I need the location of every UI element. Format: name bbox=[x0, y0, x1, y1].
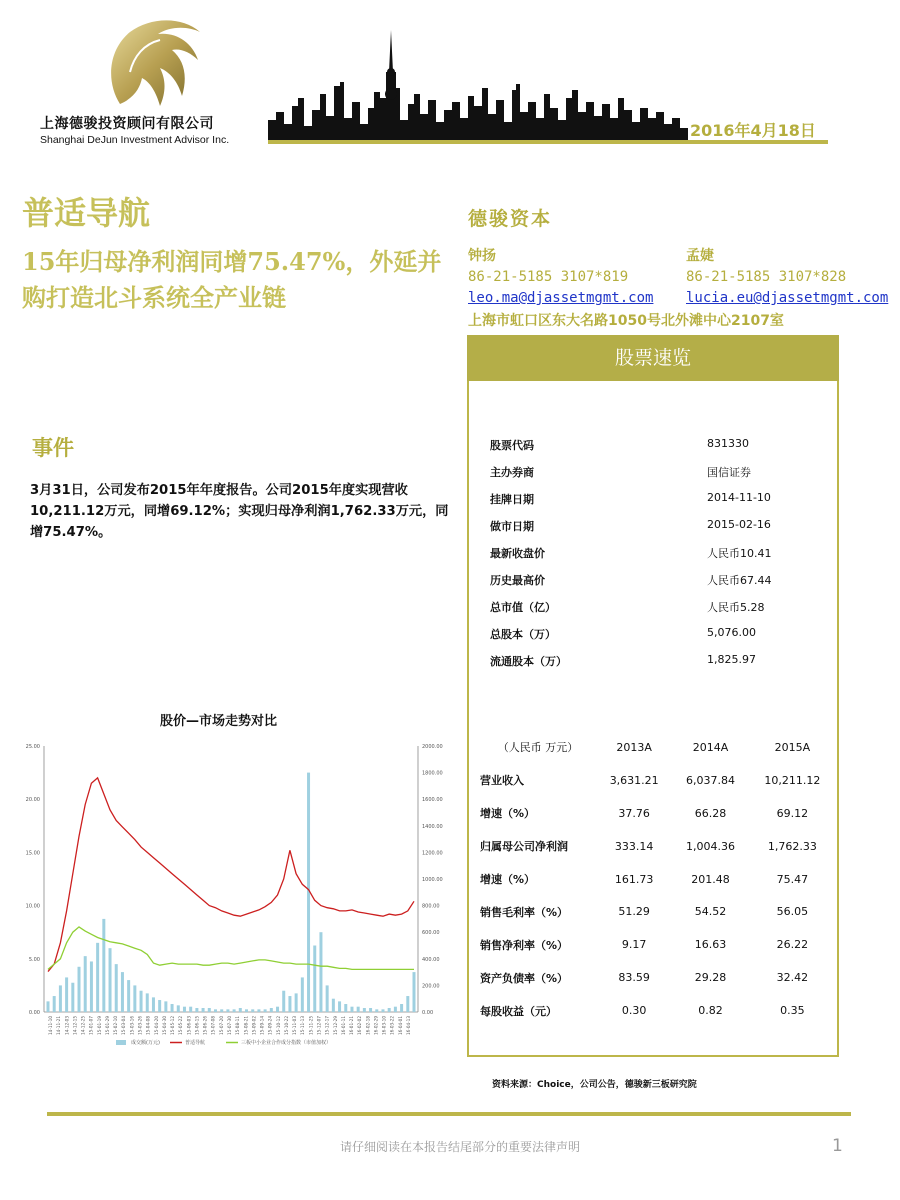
x-axis-tick-label: 15-06-15 bbox=[194, 1016, 200, 1036]
legend-label: 普适导航 bbox=[185, 1040, 206, 1046]
right-axis-tick-label: 800.00 bbox=[422, 903, 440, 910]
volume-bar bbox=[288, 996, 291, 1012]
left-axis-tick-label: 0.00 bbox=[28, 1010, 40, 1016]
x-axis-tick-label: 15-12-17 bbox=[324, 1016, 330, 1036]
x-axis-tick-label: 15-05-22 bbox=[178, 1016, 184, 1036]
x-axis-tick-label: 14-11-10 bbox=[48, 1016, 53, 1036]
x-axis-tick-label: 15-06-03 bbox=[186, 1016, 192, 1036]
table-cell: 37.76 bbox=[618, 806, 650, 820]
price-market-chart bbox=[20, 736, 450, 1058]
volume-bar bbox=[413, 972, 416, 1012]
x-axis-tick-label: 15-08-11 bbox=[235, 1016, 241, 1036]
volume-bar bbox=[276, 1007, 279, 1012]
left-axis-tick-label: 20.00 bbox=[25, 797, 40, 804]
info-label: 股票代码 bbox=[490, 439, 534, 452]
volume-bar bbox=[357, 1007, 360, 1012]
table-cell: 29.28 bbox=[694, 971, 727, 985]
volume-bar bbox=[109, 948, 112, 1012]
volume-bar bbox=[133, 985, 136, 1012]
info-value: 人民币10.41 bbox=[707, 547, 772, 560]
info-row bbox=[490, 437, 830, 464]
table-cell: 资产负债率（%） bbox=[480, 971, 569, 985]
x-axis-tick-label: 14-12-25 bbox=[80, 1016, 86, 1036]
info-row bbox=[490, 626, 830, 653]
volume-bar bbox=[406, 996, 409, 1012]
x-axis-tick-label: 16-01-11 bbox=[340, 1016, 346, 1036]
info-label: 最新收盘价 bbox=[490, 547, 545, 560]
city-skyline-image bbox=[268, 28, 688, 140]
table-cell: 增速（%） bbox=[480, 873, 536, 886]
volume-bar bbox=[257, 1009, 260, 1012]
data-source-note: 资料来源：Choice，公司公告，德骏新三板研究院 bbox=[492, 1080, 697, 1090]
right-axis-tick-label: 2000.00 bbox=[422, 744, 443, 750]
x-axis-tick-label: 15-01-29 bbox=[104, 1016, 110, 1036]
table-row bbox=[480, 928, 836, 961]
volume-bar bbox=[59, 985, 62, 1012]
table-header-cell: 2015A bbox=[774, 740, 811, 754]
right-axis-tick-label: 0.00 bbox=[422, 1010, 434, 1016]
table-header-row bbox=[480, 731, 836, 764]
table-row bbox=[480, 764, 836, 797]
volume-bar bbox=[313, 946, 316, 1013]
x-axis-tick-label: 16-04-01 bbox=[397, 1016, 403, 1036]
x-axis-tick-label: 15-09-24 bbox=[267, 1016, 273, 1036]
volume-bar bbox=[295, 993, 298, 1012]
report-date: 2016年4月18日 bbox=[690, 121, 816, 140]
volume-bar bbox=[202, 1008, 205, 1012]
volume-bar bbox=[53, 996, 56, 1012]
volume-bar bbox=[350, 1007, 353, 1012]
volume-bar bbox=[394, 1007, 397, 1012]
right-axis-tick-label: 1000.00 bbox=[422, 877, 443, 883]
x-axis-tick-label: 15-08-21 bbox=[243, 1016, 249, 1036]
table-cell: 销售毛利率（%） bbox=[480, 905, 569, 919]
table-cell: 69.12 bbox=[776, 806, 809, 820]
table-cell: 归属母公司净利润 bbox=[480, 840, 568, 854]
info-value: 国信证券 bbox=[707, 466, 751, 479]
legend-label: 成交额(万元) bbox=[131, 1040, 160, 1046]
contact-name: 钟扬 bbox=[468, 248, 496, 264]
x-axis-tick-label: 15-05-12 bbox=[170, 1016, 176, 1036]
volume-bar bbox=[84, 956, 87, 1012]
info-value: 2015-02-16 bbox=[707, 518, 771, 531]
table-header-cell: （人民币 万元） bbox=[497, 741, 579, 755]
right-axis-tick-label: 1600.00 bbox=[422, 797, 443, 804]
contact-email-link[interactable]: lucia.eu@djassetmgmt.com bbox=[686, 290, 889, 306]
table-cell: 每股收益（元） bbox=[480, 1004, 557, 1018]
table-cell: 0.82 bbox=[698, 1004, 723, 1018]
x-axis-tick-label: 15-10-12 bbox=[275, 1016, 281, 1036]
volume-bar bbox=[338, 1001, 341, 1012]
x-axis-tick-label: 15-03-04 bbox=[121, 1016, 127, 1036]
legend-swatch bbox=[116, 1040, 126, 1045]
table-cell: 增速（%） bbox=[480, 807, 536, 821]
volume-bar bbox=[183, 1007, 186, 1012]
x-axis-tick-label: 15-04-30 bbox=[161, 1016, 167, 1036]
x-axis-tick-label: 15-11-03 bbox=[292, 1016, 298, 1036]
volume-bar bbox=[214, 1009, 217, 1012]
x-axis-tick-label: 15-01-19 bbox=[96, 1016, 102, 1036]
volume-bar bbox=[282, 991, 285, 1012]
table-cell: 83.59 bbox=[618, 971, 650, 985]
x-axis-tick-label: 15-06-26 bbox=[202, 1016, 208, 1036]
volume-bar bbox=[208, 1008, 211, 1012]
x-axis-tick-label: 16-02-18 bbox=[365, 1016, 371, 1036]
table-row bbox=[480, 863, 836, 896]
volume-bar bbox=[400, 1004, 403, 1012]
info-row bbox=[490, 518, 830, 545]
info-label: 主办券商 bbox=[490, 466, 534, 479]
table-header-cell: 2014A bbox=[692, 740, 729, 754]
header-divider bbox=[268, 140, 828, 144]
volume-bar bbox=[146, 993, 149, 1012]
table-cell: 0.35 bbox=[780, 1004, 805, 1018]
report-headline: 15年归母净利润同增75.47%，外延并购打造北斗系统全产业链 bbox=[22, 247, 442, 312]
right-axis-tick-label: 400.00 bbox=[422, 956, 440, 963]
info-row bbox=[490, 653, 830, 680]
info-label: 挂牌日期 bbox=[490, 493, 534, 506]
volume-bar bbox=[319, 932, 322, 1012]
x-axis-tick-label: 15-04-20 bbox=[153, 1016, 159, 1036]
info-row bbox=[490, 464, 830, 491]
volume-bar bbox=[344, 1004, 347, 1012]
table-cell: 75.47 bbox=[776, 872, 809, 886]
volume-bar bbox=[195, 1008, 198, 1012]
volume-bar bbox=[363, 1008, 366, 1012]
right-axis-tick-label: 1200.00 bbox=[422, 850, 443, 857]
x-axis-tick-label: 15-07-08 bbox=[210, 1016, 216, 1036]
table-cell: 201.48 bbox=[691, 872, 730, 886]
volume-bar bbox=[270, 1008, 273, 1012]
table-row bbox=[480, 830, 836, 863]
event-description: 3月31日，公司发布2015年年度报告。公司2015年度实现营收10,211.12万元，同增69.12%；实现归母净利润1,762.33万元，同增75.47%。 bbox=[30, 483, 449, 540]
volume-bar bbox=[102, 919, 105, 1012]
contact-address: 上海市虹口区东大名路1050号北外滩中心2107室 bbox=[468, 313, 784, 329]
volume-bar bbox=[301, 977, 304, 1012]
x-axis-tick-label: 15-04-08 bbox=[145, 1016, 151, 1036]
contact-email-link[interactable]: leo.ma@djassetmgmt.com bbox=[468, 290, 654, 306]
contact-title: 德骏资本 bbox=[468, 208, 553, 230]
volume-bar bbox=[127, 980, 130, 1012]
volume-bar bbox=[220, 1009, 223, 1012]
stock-panel-title: 股票速览 bbox=[467, 335, 839, 381]
contact-phone: 86-21-5185 3107*828 bbox=[686, 269, 847, 285]
x-axis-tick-label: 15-07-30 bbox=[227, 1016, 232, 1036]
volume-bar bbox=[65, 977, 68, 1012]
info-label: 流通股本（万） bbox=[490, 655, 567, 668]
table-cell: 16.63 bbox=[694, 938, 727, 952]
volume-bar bbox=[189, 1007, 192, 1012]
x-axis-tick-label: 15-11-25 bbox=[308, 1016, 314, 1036]
volume-bar bbox=[233, 1009, 236, 1012]
volume-bar bbox=[264, 1009, 267, 1012]
info-row bbox=[490, 545, 830, 572]
left-axis-tick-label: 5.00 bbox=[28, 956, 40, 963]
contact-person-2 bbox=[686, 246, 888, 309]
x-axis-tick-label: 15-12-07 bbox=[316, 1016, 322, 1036]
x-axis-tick-label: 15-03-16 bbox=[129, 1016, 135, 1036]
contact-name: 孟婕 bbox=[686, 248, 714, 264]
right-axis-tick-label: 1800.00 bbox=[422, 770, 443, 777]
volume-bar bbox=[239, 1008, 242, 1012]
info-row bbox=[490, 572, 830, 599]
x-axis-tick-label: 15-01-07 bbox=[88, 1016, 94, 1036]
table-cell: 9.17 bbox=[621, 938, 647, 952]
x-axis-tick-label: 16-02-02 bbox=[357, 1016, 363, 1036]
info-value: 5,076.00 bbox=[707, 626, 756, 639]
volume-bar bbox=[47, 1001, 50, 1012]
volume-bar bbox=[90, 961, 93, 1012]
table-row bbox=[480, 961, 836, 994]
legend-label: 三板中小企业合作成分指数（市值加权） bbox=[241, 1040, 332, 1046]
info-label: 总市值（亿） bbox=[490, 601, 556, 614]
left-axis-tick-label: 10.00 bbox=[25, 903, 40, 910]
volume-bar bbox=[158, 1000, 161, 1012]
page-number: 1 bbox=[832, 1136, 843, 1156]
table-cell: 10,211.12 bbox=[764, 773, 821, 787]
x-axis-tick-label: 14-12-15 bbox=[72, 1016, 78, 1036]
info-value: 831330 bbox=[707, 437, 749, 450]
volume-bar bbox=[78, 967, 81, 1012]
table-cell: 32.42 bbox=[776, 971, 809, 985]
info-label: 总股本（万） bbox=[490, 628, 556, 641]
right-axis-tick-label: 1400.00 bbox=[422, 823, 443, 830]
x-axis-tick-label: 16-03-22 bbox=[389, 1016, 395, 1036]
volume-bar bbox=[245, 1009, 248, 1012]
info-value: 2014-11-10 bbox=[707, 491, 771, 504]
contact-person-1 bbox=[468, 246, 653, 309]
table-cell: 0.30 bbox=[621, 1004, 647, 1018]
company-logo bbox=[100, 12, 210, 112]
table-cell: 66.28 bbox=[694, 806, 727, 820]
table-row bbox=[480, 994, 836, 1027]
volume-bar bbox=[115, 964, 118, 1012]
table-cell: 1,004.36 bbox=[686, 839, 736, 853]
table-cell: 54.52 bbox=[694, 905, 727, 919]
info-label: 历史最高价 bbox=[490, 574, 545, 587]
volume-bar bbox=[326, 985, 329, 1012]
volume-bar bbox=[177, 1005, 180, 1012]
x-axis-tick-label: 15-07-20 bbox=[218, 1016, 224, 1036]
x-axis-tick-label: 15-10-22 bbox=[283, 1016, 289, 1036]
x-axis-tick-label: 15-12-29 bbox=[332, 1016, 338, 1036]
table-cell: 1,762.33 bbox=[767, 839, 817, 853]
table-cell: 56.05 bbox=[776, 905, 809, 919]
footer-divider bbox=[47, 1112, 851, 1116]
table-cell: 销售净利率（%） bbox=[480, 938, 569, 952]
volume-bar bbox=[388, 1008, 391, 1012]
table-cell: 26.22 bbox=[776, 938, 809, 952]
x-axis-tick-label: 16-03-10 bbox=[381, 1016, 387, 1036]
table-cell: 51.29 bbox=[618, 905, 650, 919]
volume-bar bbox=[369, 1008, 372, 1012]
volume-bar bbox=[251, 1009, 254, 1012]
volume-bar bbox=[121, 972, 124, 1012]
volume-bar bbox=[96, 943, 99, 1012]
table-cell: 333.14 bbox=[614, 839, 654, 853]
company-name-cn: 上海德骏投资顾问有限公司 bbox=[40, 116, 214, 132]
report-brand-title: 普适导航 bbox=[22, 194, 151, 232]
x-axis-tick-label: 14-12-03 bbox=[64, 1016, 70, 1036]
table-cell: 161.73 bbox=[614, 872, 654, 886]
info-value: 人民币5.28 bbox=[707, 601, 765, 614]
info-row bbox=[490, 491, 830, 518]
contact-phone: 86-21-5185 3107*819 bbox=[468, 269, 629, 285]
volume-bar bbox=[226, 1009, 229, 1012]
table-row bbox=[480, 797, 836, 830]
x-axis-tick-label: 15-03-26 bbox=[137, 1016, 143, 1036]
left-axis-tick-label: 25.00 bbox=[25, 744, 40, 750]
volume-bar bbox=[152, 997, 155, 1012]
info-value: 1,825.97 bbox=[707, 653, 756, 666]
volume-bar bbox=[140, 991, 143, 1012]
table-cell: 6,037.84 bbox=[686, 773, 736, 787]
footer-disclaimer: 请仔细阅读在本报告结尾部分的重要法律声明 bbox=[340, 1140, 581, 1154]
volume-bar bbox=[164, 1001, 167, 1012]
volume-bar bbox=[171, 1004, 174, 1012]
x-axis-tick-label: 15-09-14 bbox=[259, 1016, 265, 1036]
company-name-en: Shanghai DeJun Investment Advisor Inc. bbox=[40, 134, 230, 146]
chart-title: 股价—市场走势对比 bbox=[160, 714, 278, 729]
x-axis-tick-label: 16-01-21 bbox=[349, 1016, 355, 1036]
info-label: 做市日期 bbox=[490, 520, 534, 533]
x-axis-tick-label: 15-11-13 bbox=[300, 1016, 306, 1036]
table-cell: 营业收入 bbox=[480, 774, 524, 788]
info-value: 人民币67.44 bbox=[707, 574, 772, 587]
x-axis-tick-label: 15-02-10 bbox=[113, 1016, 119, 1036]
volume-bar bbox=[332, 999, 335, 1012]
right-axis-tick-label: 200.00 bbox=[422, 983, 440, 990]
volume-bar bbox=[381, 1009, 384, 1012]
right-axis-tick-label: 600.00 bbox=[422, 930, 440, 937]
x-axis-tick-label: 16-02-29 bbox=[373, 1016, 379, 1036]
left-axis-tick-label: 15.00 bbox=[25, 850, 40, 857]
table-header-cell: 2013A bbox=[616, 740, 652, 754]
volume-bar bbox=[71, 983, 74, 1012]
x-axis-tick-label: 15-09-02 bbox=[251, 1016, 257, 1036]
x-axis-tick-label: 16-04-13 bbox=[406, 1016, 411, 1036]
volume-bar bbox=[375, 1009, 378, 1012]
info-row bbox=[490, 599, 830, 626]
table-cell: 3,631.21 bbox=[609, 773, 659, 787]
event-section-title: 事件 bbox=[32, 435, 74, 460]
financial-table bbox=[480, 731, 836, 1027]
table-row bbox=[480, 895, 836, 928]
x-axis-tick-label: 14-11-21 bbox=[56, 1016, 62, 1036]
